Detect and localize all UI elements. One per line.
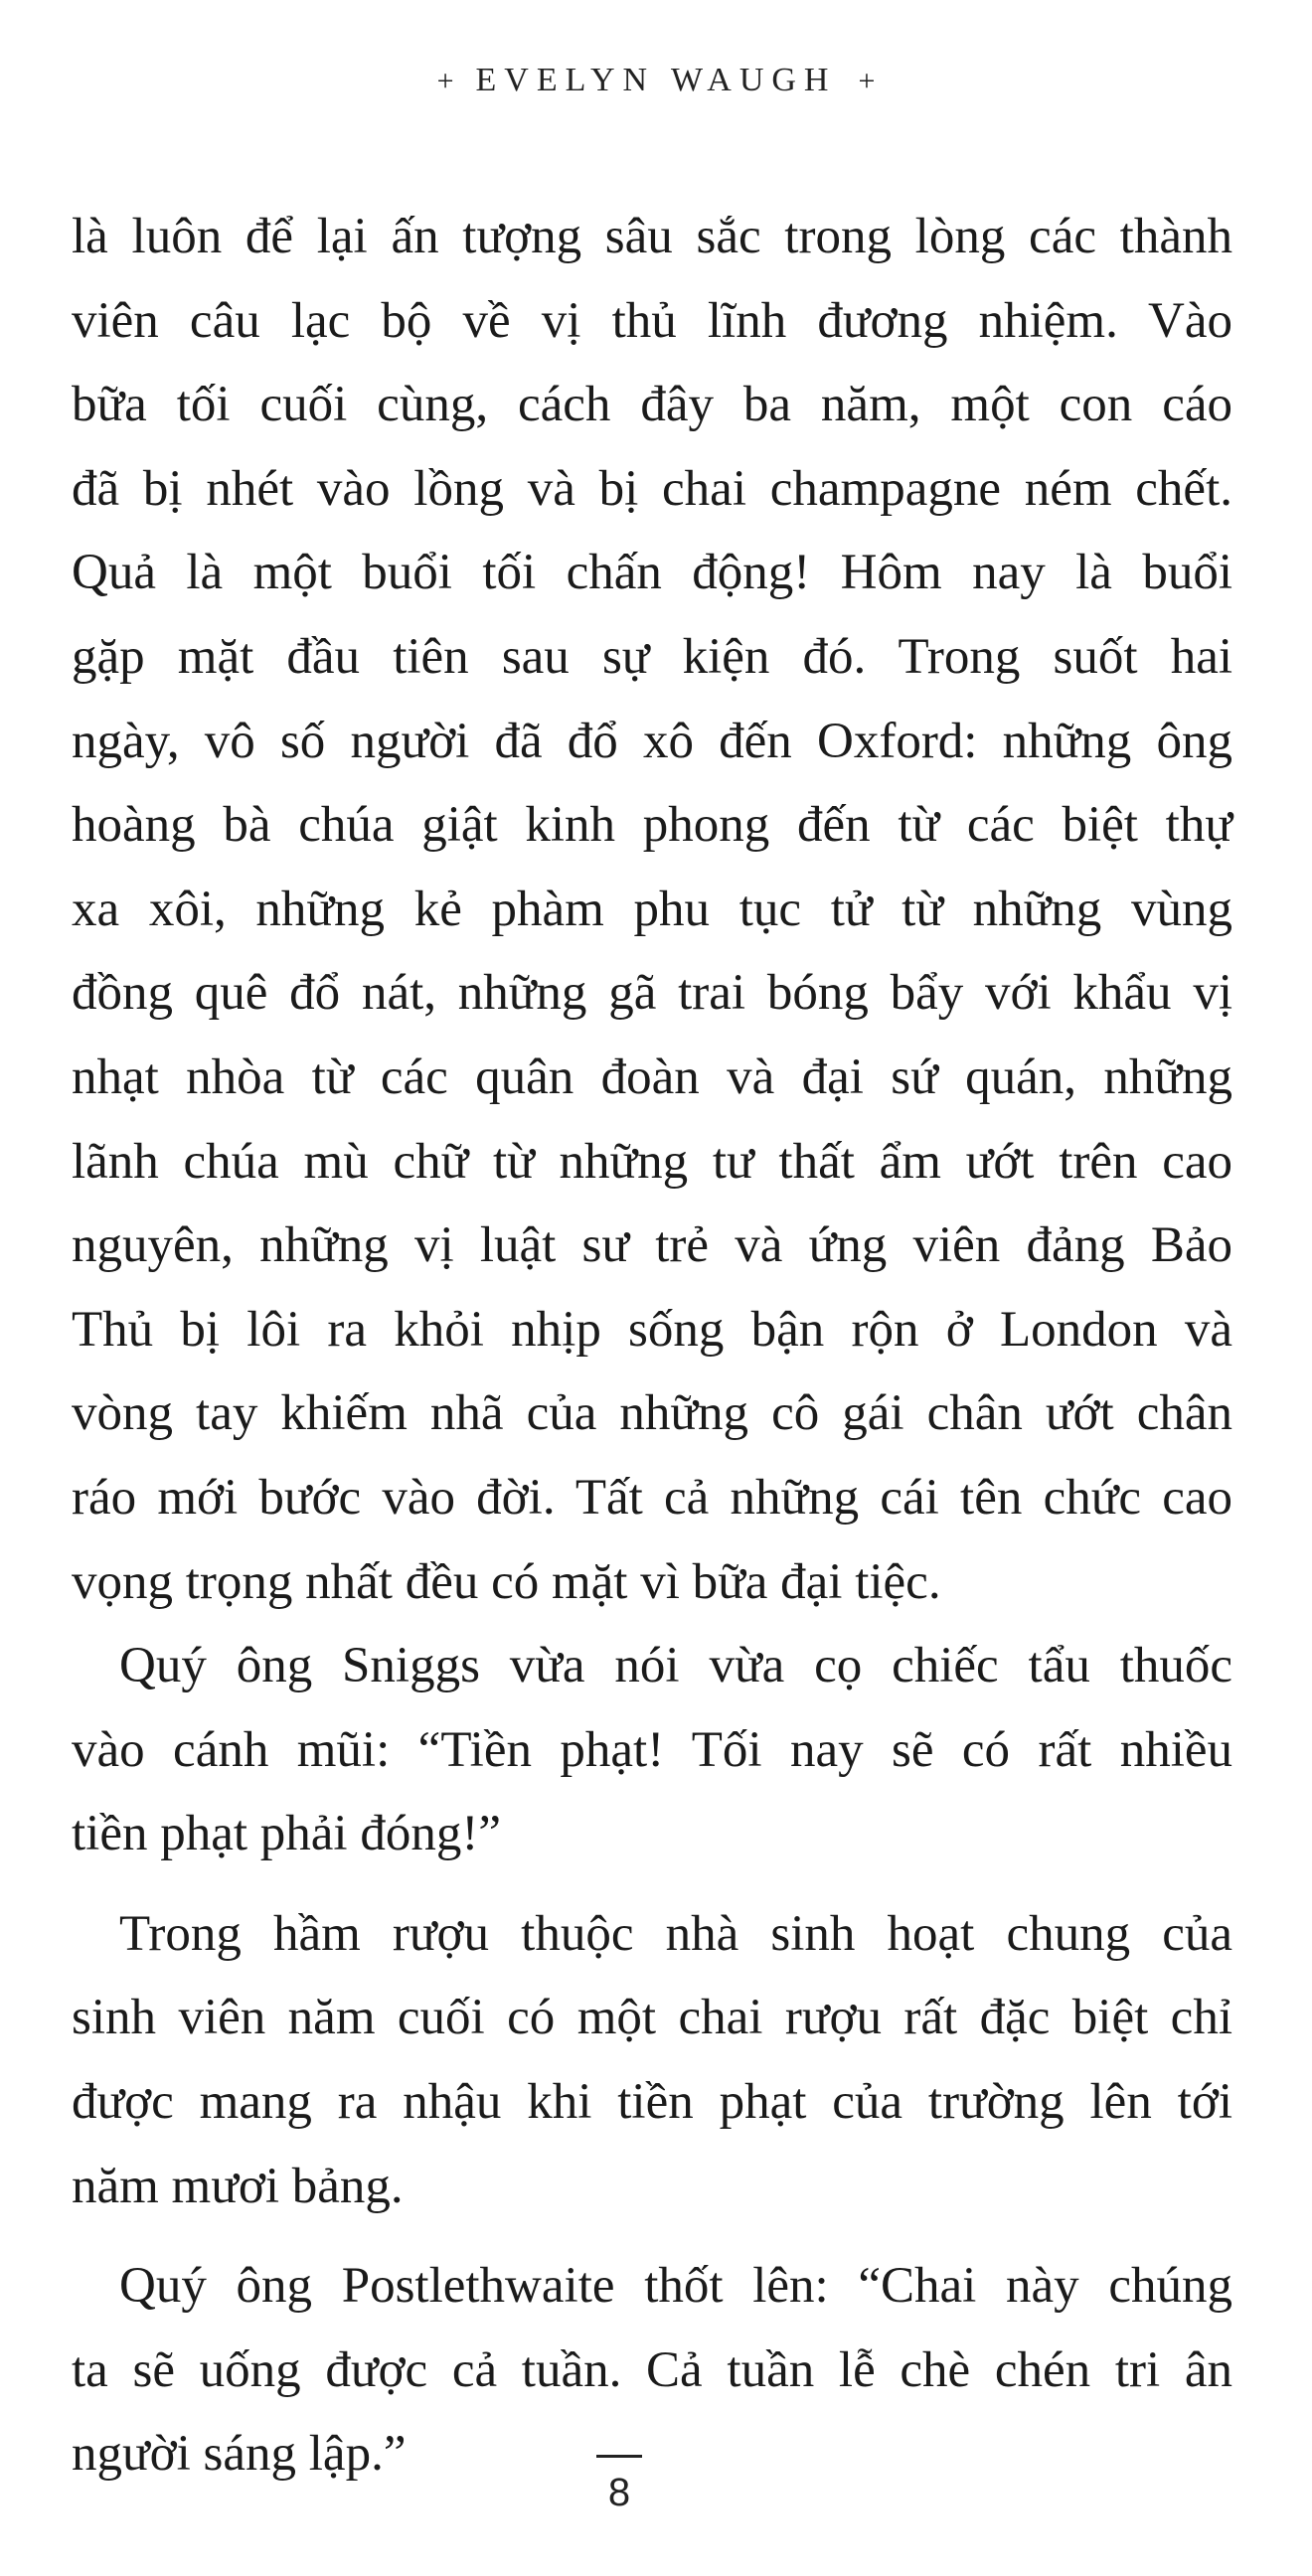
text-line: ta sẽ uống được cả tuần. Cả tuần lễ chè chén tri ân	[72, 2341, 1232, 2398]
header-ornament-left: +	[436, 65, 454, 97]
text-line: Quý ông Postlethwaite thốt lên: “Chai này chúng	[119, 2258, 1232, 2315]
header-author-name: EVELYN WAUGH	[475, 62, 837, 98]
text-line: bữa tối cuối cùng, cách đây ba năm, một con cáo	[72, 377, 1232, 433]
text-line: được mang ra nhậu khi tiền phạt của trường lên tới	[72, 2074, 1232, 2131]
text-line: đồng quê đổ nát, những gã trai bóng bẩy với khẩu vị	[72, 965, 1232, 1022]
header-ornament-right: +	[858, 65, 876, 97]
text-line: là luôn để lại ấn tượng sâu sắc trong lòng các thành	[72, 209, 1232, 264]
text-line: vào cánh mũi: “Tiền phạt! Tối nay sẽ có rất nhiều	[72, 1721, 1232, 1778]
text-line: hoàng bà chúa giật kinh phong đến từ các biệt thự	[72, 797, 1232, 854]
text-line: sinh viên năm cuối có một chai rượu rất đặc biệt chỉ	[72, 1990, 1232, 2046]
text-line: người sáng lập.”	[72, 2426, 407, 2483]
text-line: vọng trọng nhất đều có mặt vì bữa đại tiệc.	[72, 1553, 941, 1610]
text-line: xa xôi, những kẻ phàm phu tục tử từ những vùng	[72, 881, 1232, 937]
page-number-rule	[596, 2455, 642, 2458]
text-line: gặp mặt đầu tiên sau sự kiện đó. Trong suốt hai	[72, 628, 1232, 685]
text-line: năm mươi bảng.	[72, 2158, 404, 2214]
paragraph-gap	[72, 2228, 1232, 2244]
text-line: nhạt nhòa từ các quân đoàn và đại sứ quán, những	[72, 1048, 1232, 1105]
text-line: ráo mới bước vào đời. Tất cả những cái tên chức cao	[72, 1469, 1232, 1526]
running-header	[0, 62, 1312, 99]
paragraph-gap	[72, 1876, 1232, 1892]
text-line: lãnh chúa mù chữ từ những tư thất ẩm ướt trên cao	[72, 1133, 1232, 1190]
text-line: tiền phạt phải đóng!”	[72, 1806, 501, 1862]
text-line: vòng tay khiếm nhã của những cô gái chân ướt chân	[72, 1385, 1232, 1442]
page-number: 8	[607, 2471, 631, 2514]
text-line: đã bị nhét vào lồng và bị chai champagne ném chết.	[72, 460, 1232, 517]
text-line: ngày, vô số người đã đổ xô đến Oxford: những ông	[72, 713, 1232, 769]
text-line: Thủ bị lôi ra khỏi nhịp sống bận rộn ở London và	[72, 1301, 1232, 1358]
text-line: Quả là một buổi tối chấn động! Hôm nay là buổi	[72, 545, 1232, 601]
text-line: Trong hầm rượu thuộc nhà sinh hoạt chung của	[119, 1905, 1232, 1962]
text-line: nguyên, những vị luật sư trẻ và ứng viên đảng Bảo	[72, 1217, 1232, 1274]
body-text	[72, 195, 1232, 2496]
text-line: Quý ông Sniggs vừa nói vừa cọ chiếc tẩu thuốc	[119, 1638, 1232, 1694]
text-line: viên câu lạc bộ về vị thủ lĩnh đương nhiệm. Vào	[72, 292, 1232, 349]
